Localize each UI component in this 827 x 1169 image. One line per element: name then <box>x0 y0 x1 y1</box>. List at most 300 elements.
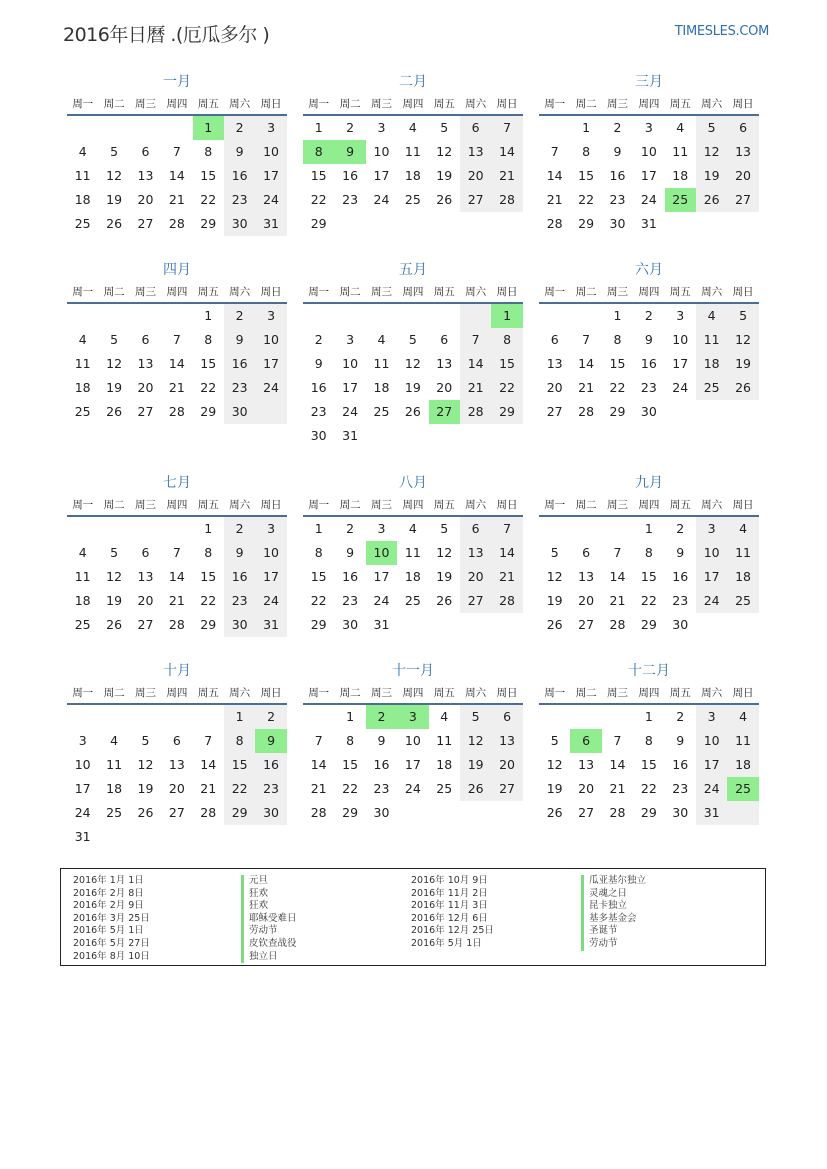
day-cell: 9 <box>644 332 653 347</box>
day-cell: 14 <box>200 757 217 772</box>
week-row <box>67 729 287 753</box>
weekday-label: 周二 <box>339 686 361 699</box>
day-cell: 11 <box>404 144 421 159</box>
day-cell: 12 <box>546 757 563 772</box>
day-cell: 8 <box>644 545 653 560</box>
weekday-header <box>303 493 523 517</box>
day-cell: 28 <box>609 805 626 820</box>
day-cell: 24 <box>74 805 91 820</box>
week-row <box>67 753 287 777</box>
day-cell: 31 <box>696 801 727 825</box>
day-cell: 1 <box>644 709 653 724</box>
day-cell: 2 <box>676 709 685 724</box>
empty-cell <box>696 212 727 236</box>
day-cell: 10 <box>366 541 397 565</box>
empty-cell <box>161 517 192 541</box>
day-cell: 16 <box>310 380 327 395</box>
month-name: 二月 <box>399 74 427 90</box>
day-cell: 23 <box>224 188 255 212</box>
weekday-header <box>303 681 523 705</box>
day-cell: 17 <box>373 569 390 584</box>
day-cell: 2 <box>314 332 323 347</box>
weekday-label: 周六 <box>701 498 723 511</box>
empty-cell <box>98 705 129 729</box>
day-cell: 13 <box>168 757 185 772</box>
day-cell: 25 <box>74 617 91 632</box>
day-cell: 6 <box>460 517 491 541</box>
weekday-label: 周四 <box>638 498 660 511</box>
day-cell: 4 <box>408 521 417 536</box>
day-cell: 28 <box>168 216 185 231</box>
day-cell: 9 <box>346 545 355 560</box>
month-name: 五月 <box>399 262 427 278</box>
day-cell: 20 <box>491 753 522 777</box>
day-cell: 29 <box>609 404 626 419</box>
day-cell: 20 <box>578 781 595 796</box>
day-cell: 13 <box>436 356 453 371</box>
day-cell: 16 <box>609 168 626 183</box>
day-cell: 7 <box>172 144 181 159</box>
empty-cell <box>130 116 161 140</box>
empty-cell <box>602 517 633 541</box>
day-cell: 9 <box>314 356 323 371</box>
day-cell: 25 <box>373 404 390 419</box>
day-cell: 14 <box>168 356 185 371</box>
weekday-label: 周五 <box>669 498 691 511</box>
weekday-label: 周四 <box>638 97 660 110</box>
day-cell: 18 <box>74 593 91 608</box>
holiday-line: 昆卡独立 <box>589 900 628 912</box>
day-cell: 11 <box>727 729 758 753</box>
empty-cell <box>224 825 255 849</box>
day-cell: 15 <box>609 356 626 371</box>
day-cell: 2 <box>224 116 255 140</box>
empty-cell <box>67 517 98 541</box>
day-cell: 29 <box>310 216 327 231</box>
week-row <box>303 212 523 236</box>
week-row <box>303 705 523 729</box>
day-cell: 8 <box>346 733 355 748</box>
empty-cell <box>429 304 460 328</box>
day-cell: 5 <box>696 116 727 140</box>
day-cell: 7 <box>172 545 181 560</box>
weekday-label: 周四 <box>402 498 424 511</box>
weekday-label: 周一 <box>308 498 330 511</box>
day-cell: 28 <box>578 404 595 419</box>
day-cell: 26 <box>546 805 563 820</box>
day-cell: 7 <box>582 332 591 347</box>
weekday-label: 周四 <box>166 498 188 511</box>
empty-cell <box>429 212 460 236</box>
day-cell: 28 <box>168 617 185 632</box>
day-cell: 24 <box>342 404 359 419</box>
day-cell: 4 <box>676 120 685 135</box>
weekday-label: 周二 <box>103 686 125 699</box>
holiday-line: 2016年 11月 2日 <box>411 887 488 899</box>
day-cell: 23 <box>609 192 626 207</box>
weekday-label: 周日 <box>496 285 518 298</box>
weekday-label: 周日 <box>496 686 518 699</box>
day-cell: 22 <box>310 192 327 207</box>
day-cell: 9 <box>224 328 255 352</box>
weekday-label: 周五 <box>433 686 455 699</box>
week-row <box>303 400 523 424</box>
empty-cell <box>334 212 365 236</box>
empty-cell <box>161 825 192 849</box>
site-logo[interactable]: TIMESLES.COM <box>674 24 769 39</box>
day-cell: 6 <box>172 733 181 748</box>
week-row <box>303 729 523 753</box>
empty-cell <box>727 613 758 637</box>
day-cell: 1 <box>491 304 522 328</box>
weekday-label: 周日 <box>496 498 518 511</box>
week-row <box>539 140 759 164</box>
day-cell: 4 <box>727 705 758 729</box>
day-cell: 19 <box>696 164 727 188</box>
day-cell: 26 <box>696 188 727 212</box>
day-cell: 8 <box>491 328 522 352</box>
day-cell: 25 <box>404 192 421 207</box>
day-cell: 30 <box>224 212 255 236</box>
weekday-label: 周日 <box>732 285 754 298</box>
day-cell: 30 <box>255 801 286 825</box>
day-cell: 4 <box>78 144 87 159</box>
day-cell: 26 <box>460 777 491 801</box>
day-cell: 7 <box>314 733 323 748</box>
weekday-label: 周五 <box>197 97 219 110</box>
week-row <box>539 589 759 613</box>
empty-cell <box>334 304 365 328</box>
day-cell: 28 <box>609 617 626 632</box>
day-cell: 14 <box>546 168 563 183</box>
day-cell: 10 <box>255 541 286 565</box>
holiday-line: 2016年 8月 10日 <box>73 950 150 962</box>
week-row <box>67 164 287 188</box>
weekday-label: 周六 <box>701 97 723 110</box>
day-cell: 20 <box>578 593 595 608</box>
month-6 <box>539 260 759 424</box>
empty-cell <box>193 705 224 729</box>
day-cell: 18 <box>404 569 421 584</box>
day-cell: 24 <box>255 188 286 212</box>
day-cell: 22 <box>640 781 657 796</box>
weekday-label: 周三 <box>134 498 156 511</box>
day-cell: 3 <box>696 517 727 541</box>
day-cell: 27 <box>546 404 563 419</box>
day-cell: 31 <box>255 613 286 637</box>
day-cell: 7 <box>172 332 181 347</box>
day-cell: 2 <box>224 517 255 541</box>
day-cell: 2 <box>613 120 622 135</box>
holiday-line: 2016年 5月 1日 <box>411 937 482 949</box>
day-cell: 11 <box>727 541 758 565</box>
week-row <box>303 304 523 328</box>
weekday-label: 周二 <box>103 97 125 110</box>
month-12 <box>539 661 759 825</box>
holiday-line: 基多基金会 <box>589 912 637 924</box>
day-cell: 5 <box>550 545 559 560</box>
weekday-label: 周六 <box>701 686 723 699</box>
holiday-line: 2016年 5月 1日 <box>73 925 144 937</box>
day-cell: 8 <box>204 332 213 347</box>
day-cell: 6 <box>141 332 150 347</box>
day-cell: 10 <box>672 332 689 347</box>
day-cell: 17 <box>255 565 286 589</box>
week-row <box>539 541 759 565</box>
holiday-line: 耶稣受难日 <box>249 912 297 924</box>
holiday-line: 圣诞节 <box>589 925 618 937</box>
month-name: 六月 <box>635 262 663 278</box>
weekday-label: 周三 <box>370 686 392 699</box>
weekday-label: 周四 <box>166 285 188 298</box>
weekday-label: 周三 <box>606 686 628 699</box>
weekday-label: 周日 <box>260 285 282 298</box>
weekday-label: 周六 <box>465 97 487 110</box>
holiday-line: 2016年 11月 3日 <box>411 900 488 912</box>
day-cell: 17 <box>404 757 421 772</box>
day-cell: 27 <box>137 404 154 419</box>
day-cell: 20 <box>137 192 154 207</box>
empty-cell <box>130 517 161 541</box>
month-name: 四月 <box>163 262 191 278</box>
day-cell: 16 <box>373 757 390 772</box>
week-row <box>539 777 759 801</box>
day-cell: 13 <box>727 140 758 164</box>
week-row <box>67 352 287 376</box>
day-cell: 18 <box>727 753 758 777</box>
weekday-header <box>67 92 287 116</box>
day-cell: 23 <box>672 593 689 608</box>
empty-cell <box>397 212 428 236</box>
day-cell: 26 <box>436 192 453 207</box>
weekday-label: 周二 <box>103 285 125 298</box>
day-cell: 26 <box>137 805 154 820</box>
day-cell: 22 <box>200 593 217 608</box>
day-cell: 27 <box>460 589 491 613</box>
day-cell: 1 <box>613 308 622 323</box>
day-cell: 1 <box>193 116 224 140</box>
weekday-header <box>303 280 523 304</box>
month-name: 三月 <box>635 74 663 90</box>
day-cell: 27 <box>578 805 595 820</box>
day-cell: 22 <box>200 192 217 207</box>
weekday-label: 周日 <box>260 686 282 699</box>
day-cell: 3 <box>255 116 286 140</box>
day-cell: 1 <box>314 120 323 135</box>
day-cell: 5 <box>727 304 758 328</box>
day-cell: 4 <box>78 545 87 560</box>
day-cell: 30 <box>672 617 689 632</box>
day-cell: 30 <box>224 400 255 424</box>
day-cell: 2 <box>644 308 653 323</box>
day-cell: 19 <box>404 380 421 395</box>
weekday-label: 周二 <box>339 285 361 298</box>
day-cell: 27 <box>491 777 522 801</box>
month-name: 八月 <box>399 475 427 491</box>
day-cell: 28 <box>200 805 217 820</box>
weekday-label: 周六 <box>229 97 251 110</box>
empty-cell <box>665 400 696 424</box>
empty-cell <box>665 212 696 236</box>
day-cell: 21 <box>168 593 185 608</box>
day-cell: 27 <box>168 805 185 820</box>
day-cell: 9 <box>613 144 622 159</box>
day-cell: 25 <box>404 593 421 608</box>
day-cell: 14 <box>168 569 185 584</box>
day-cell: 14 <box>609 569 626 584</box>
day-cell: 3 <box>696 705 727 729</box>
day-cell: 22 <box>200 380 217 395</box>
day-cell: 8 <box>224 729 255 753</box>
day-cell: 14 <box>310 757 327 772</box>
day-cell: 12 <box>546 569 563 584</box>
weekday-label: 周日 <box>260 498 282 511</box>
holiday-dates-col2 <box>411 875 494 951</box>
week-row <box>67 212 287 236</box>
day-cell: 21 <box>578 380 595 395</box>
day-cell: 24 <box>696 589 727 613</box>
day-cell: 26 <box>106 404 123 419</box>
empty-cell <box>130 705 161 729</box>
weekday-header <box>539 493 759 517</box>
day-cell: 4 <box>377 332 386 347</box>
day-cell: 29 <box>200 216 217 231</box>
day-cell: 1 <box>582 120 591 135</box>
day-cell: 5 <box>408 332 417 347</box>
day-cell: 7 <box>491 517 522 541</box>
week-row <box>67 116 287 140</box>
week-row <box>303 188 523 212</box>
weekday-label: 周一 <box>308 97 330 110</box>
day-cell: 18 <box>672 168 689 183</box>
week-row <box>67 589 287 613</box>
day-cell: 3 <box>644 120 653 135</box>
week-row <box>539 729 759 753</box>
day-cell: 25 <box>727 777 758 801</box>
day-cell: 17 <box>342 380 359 395</box>
day-cell: 27 <box>137 216 154 231</box>
day-cell: 13 <box>137 569 154 584</box>
day-cell: 3 <box>346 332 355 347</box>
week-row <box>539 116 759 140</box>
empty-cell <box>460 801 491 825</box>
day-cell: 30 <box>609 216 626 231</box>
day-cell: 9 <box>676 545 685 560</box>
day-cell: 8 <box>644 733 653 748</box>
day-cell: 15 <box>640 569 657 584</box>
month-name: 一月 <box>163 74 191 90</box>
empty-cell <box>397 801 428 825</box>
day-cell: 19 <box>546 781 563 796</box>
day-cell: 21 <box>168 380 185 395</box>
week-row <box>539 164 759 188</box>
weekday-label: 周六 <box>465 686 487 699</box>
day-cell: 12 <box>460 729 491 753</box>
day-cell: 10 <box>342 356 359 371</box>
day-cell: 9 <box>224 140 255 164</box>
day-cell: 23 <box>224 376 255 400</box>
empty-cell <box>696 613 727 637</box>
day-cell: 15 <box>578 168 595 183</box>
day-cell: 31 <box>373 617 390 632</box>
day-cell: 5 <box>440 521 449 536</box>
day-cell: 13 <box>137 168 154 183</box>
day-cell: 9 <box>676 733 685 748</box>
month-11 <box>303 661 523 825</box>
day-cell: 3 <box>676 308 685 323</box>
empty-cell <box>727 801 758 825</box>
day-cell: 7 <box>550 144 559 159</box>
weekday-label: 周一 <box>72 498 94 511</box>
day-cell: 19 <box>106 380 123 395</box>
week-row <box>303 541 523 565</box>
empty-cell <box>366 212 397 236</box>
weekday-label: 周五 <box>197 686 219 699</box>
week-row <box>303 517 523 541</box>
day-cell: 30 <box>310 428 327 443</box>
day-cell: 15 <box>491 352 522 376</box>
holiday-line: 狂欢 <box>249 887 269 899</box>
week-row <box>303 589 523 613</box>
week-row <box>303 777 523 801</box>
weekday-label: 周三 <box>134 686 156 699</box>
day-cell: 26 <box>727 376 758 400</box>
empty-cell <box>460 613 491 637</box>
weekday-header <box>67 493 287 517</box>
day-cell: 5 <box>550 733 559 748</box>
day-cell: 23 <box>640 380 657 395</box>
day-cell: 10 <box>404 733 421 748</box>
day-cell: 3 <box>78 733 87 748</box>
month-10 <box>67 661 287 849</box>
month-8 <box>303 473 523 637</box>
day-cell: 11 <box>436 733 453 748</box>
day-cell: 27 <box>137 617 154 632</box>
weekday-label: 周三 <box>606 97 628 110</box>
day-cell: 21 <box>200 781 217 796</box>
day-cell: 22 <box>491 376 522 400</box>
day-cell: 3 <box>397 705 428 729</box>
day-cell: 20 <box>137 593 154 608</box>
day-cell: 6 <box>727 116 758 140</box>
day-cell: 1 <box>644 521 653 536</box>
day-cell: 15 <box>200 168 217 183</box>
weekday-label: 周六 <box>229 285 251 298</box>
day-cell: 30 <box>224 613 255 637</box>
week-row <box>303 116 523 140</box>
day-cell: 26 <box>106 617 123 632</box>
day-cell: 18 <box>373 380 390 395</box>
empty-cell <box>67 304 98 328</box>
week-row <box>67 304 287 328</box>
day-cell: 16 <box>342 569 359 584</box>
day-cell: 19 <box>436 168 453 183</box>
weekday-label: 周四 <box>402 686 424 699</box>
weekday-label: 周五 <box>433 285 455 298</box>
weekday-label: 周四 <box>638 285 660 298</box>
day-cell: 21 <box>310 781 327 796</box>
day-cell: 12 <box>436 545 453 560</box>
day-cell: 1 <box>204 521 213 536</box>
day-cell: 18 <box>106 781 123 796</box>
day-cell: 12 <box>106 168 123 183</box>
day-cell: 22 <box>640 593 657 608</box>
day-cell: 1 <box>314 521 323 536</box>
weekday-label: 周二 <box>575 498 597 511</box>
weekday-label: 周一 <box>544 498 566 511</box>
week-row <box>539 613 759 637</box>
weekday-label: 周五 <box>433 97 455 110</box>
